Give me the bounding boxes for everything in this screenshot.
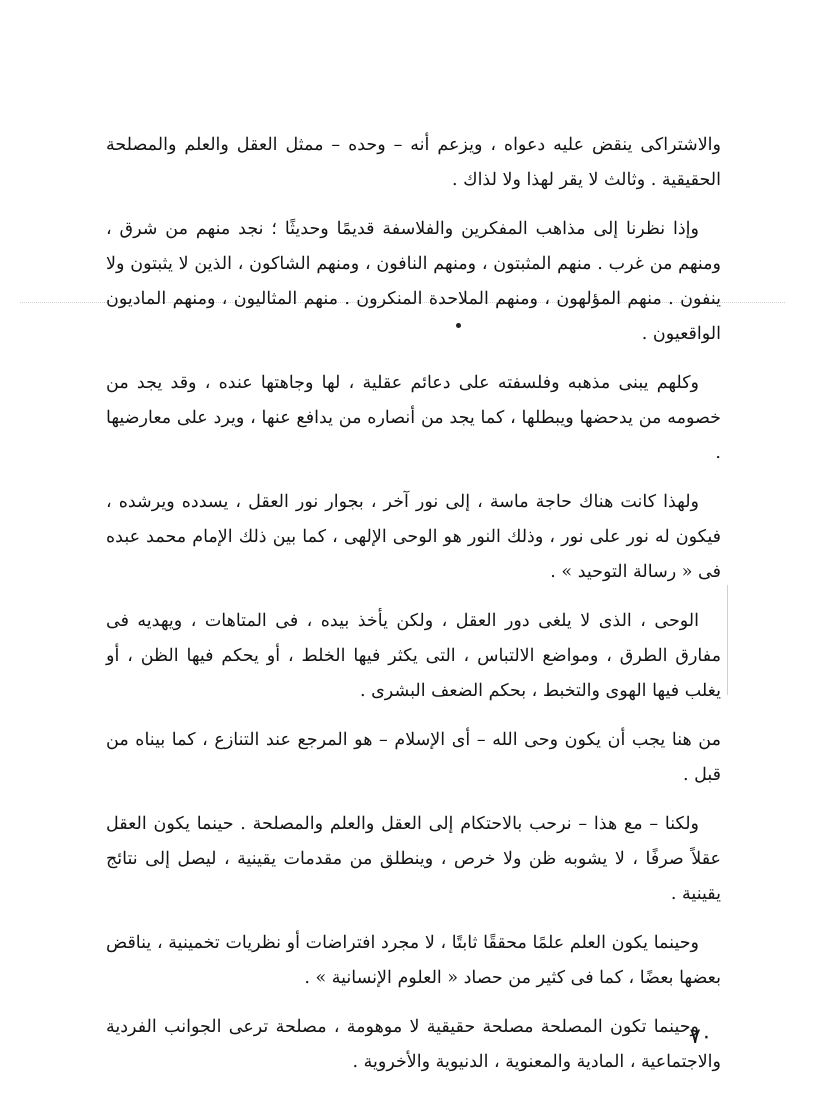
paragraph: وإذا نظرنا إلى مذاهب المفكرين والفلاسفة قديمًا وحديثًا ؛ نجد منهم من شرق ، ومنهم من غرب . منهم المثبتون ، ومنهم النافون ، ومنهم الشاكون ، الذين لا يثبتون ولا ينفون . منهم المؤلهون ، ومنهم الملاحدة المنكرون . منهم المثاليون ، ومنهم الماديون الواقعيون . (106, 219, 721, 344)
paragraph: والاشتراكى ينقض عليه دعواه ، ويزعم أنه – وحده – ممثل العقل والعلم والمصلحة الحقيقية . وثالث لا يقر لهذا ولا لذاك . (106, 135, 721, 190)
paragraph: وحينما تكون المصلحة مصلحة حقيقية لا موهومة ، مصلحة ترعى الجوانب الفردية والاجتماعية ، المادية والمعنوية ، الدنيوية والأخروية . (106, 1017, 721, 1072)
scan-artifact-mark (727, 585, 728, 695)
paragraph: الوحى ، الذى لا يلغى دور العقل ، ولكن يأخذ بيده ، فى المتاهات ، ويهديه فى مفارق الطرق ، ومواضع الالتباس ، التى يكثر فيها الخلط ، أو يحكم فيها الظن ، أو يغلب فيها الهوى والتخبط ، بحكم الضعف البشرى . (106, 611, 721, 701)
paragraph: ولكنا – مع هذا – نرحب بالاحتكام إلى العقل والعلم والمصلحة . حينما يكون العقل عقلاً صرفًا ، لا يشوبه ظن ولا خرص ، وينطلق من مقدمات يقينية ، ليصل إلى نتائج يقينية . (106, 814, 721, 904)
paragraph: ولهذا كانت هناك حاجة ماسة ، إلى نور آخر ، بجوار نور العقل ، يسدده ويرشده ، فيكون له نور على نور ، وذلك النور هو الوحى الإلهى ، كما بين ذلك الإمام محمد عبده فى « رسالة التوحيد » . (106, 492, 721, 582)
page-number: ٧٠ (689, 1024, 712, 1048)
page-body (106, 128, 721, 1094)
paragraph: وحينما يكون العلم علمًا محققًا ثابتًا ، لا مجرد افتراضات أو نظريات تخمينية ، يناقض بعضها بعضًا ، كما فى كثير من حصاد « العلوم الإنسانية » . (106, 933, 721, 988)
paragraph: من هنا يجب أن يكون وحى الله – أى الإسلام – هو المرجع عند التنازع ، كما بيناه من قبل . (106, 730, 721, 785)
paragraph: وكلهم يبنى مذهبه وفلسفته على دعائم عقلية ، لها وجاهتها عنده ، وقد يجد من خصومه من يدحضها ويبطلها ، كما يجد من أنصاره من يدافع عنها ، ويرد على معارضيها . (106, 373, 721, 463)
